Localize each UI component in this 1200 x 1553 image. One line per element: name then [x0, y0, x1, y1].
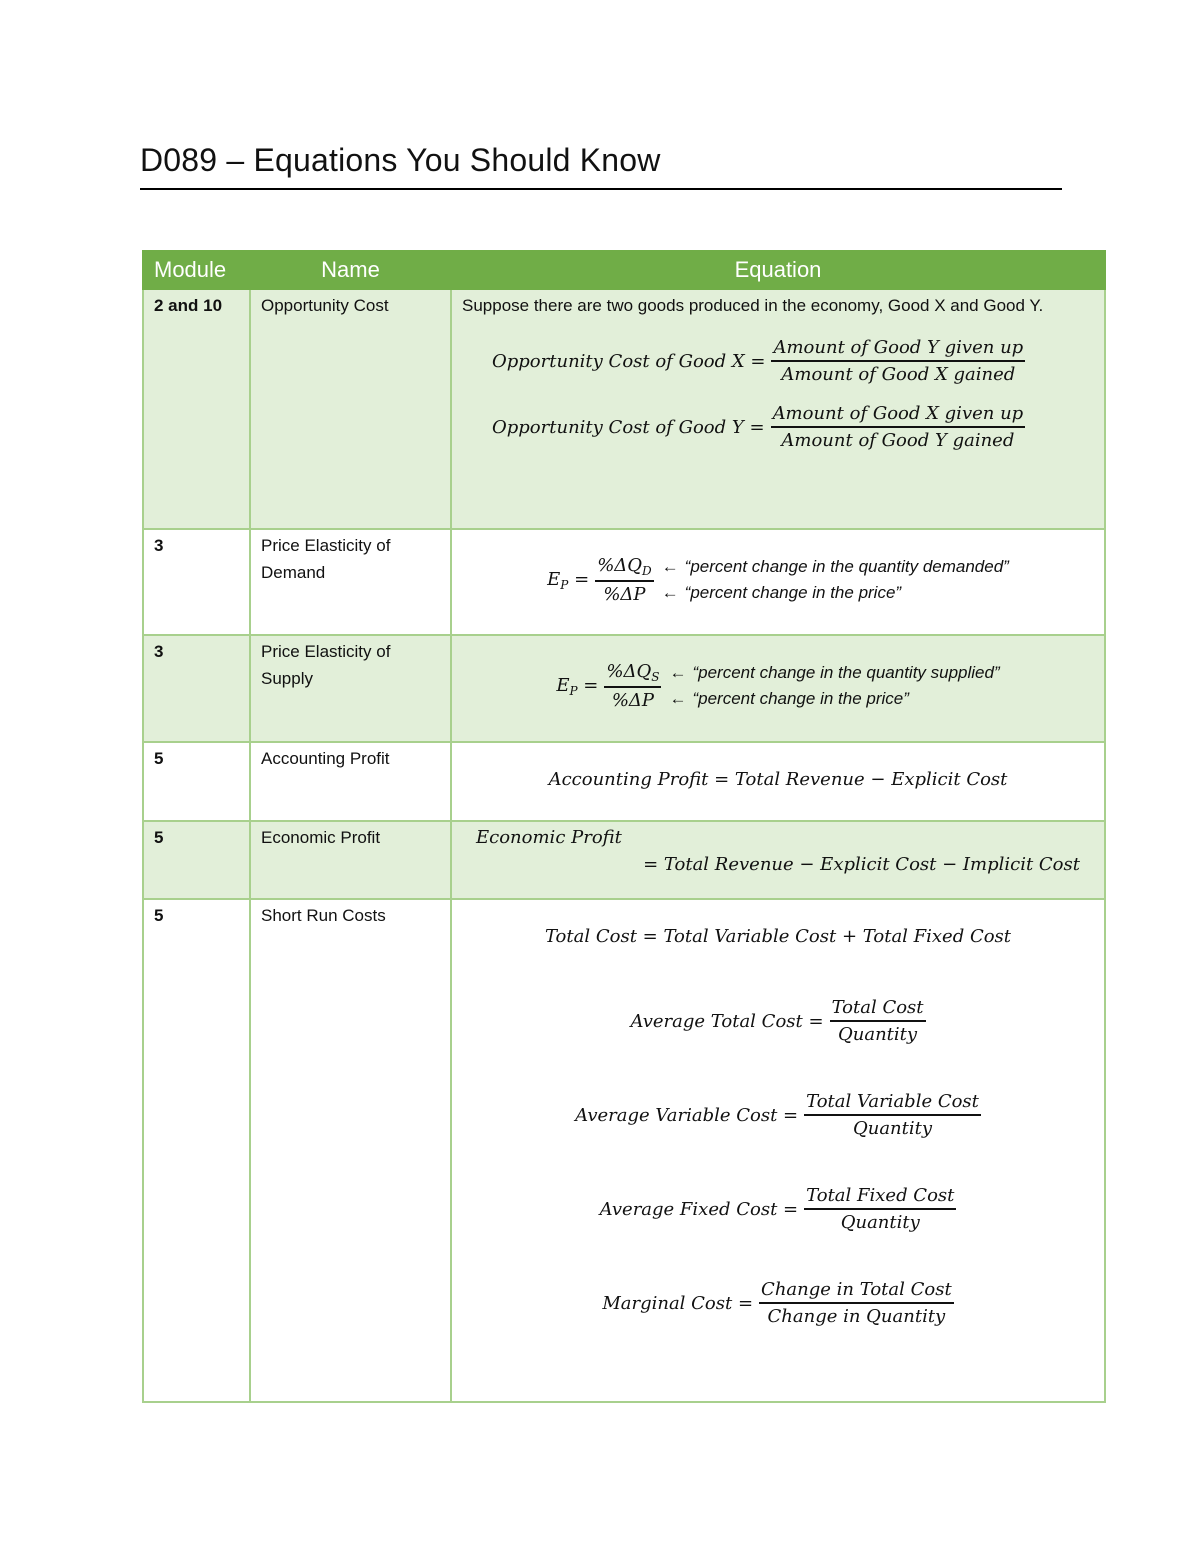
equation-cell [451, 899, 1105, 1402]
table-row-opportunity-cost [143, 289, 1105, 529]
equation-cell [451, 529, 1105, 635]
numerator-text: %ΔQ [597, 555, 643, 576]
elasticity-symbol: E [556, 674, 570, 696]
header-name: Name [250, 251, 451, 289]
fraction [830, 997, 926, 1045]
accounting-profit-equation: Accounting Profit = Total Revenue − Explicit Cost [548, 769, 1008, 790]
module-value: 5 [154, 906, 164, 925]
name-cell [250, 742, 451, 821]
denominator: %ΔP [611, 690, 655, 711]
denominator: Quantity [840, 1212, 920, 1233]
equation-cell [451, 635, 1105, 742]
fraction [771, 337, 1025, 385]
denominator-note [669, 686, 999, 712]
table-row-short-run-costs [143, 899, 1105, 1402]
fraction [771, 403, 1026, 451]
fraction [604, 661, 661, 711]
table-row-accounting-profit [143, 742, 1105, 821]
elasticity-notes [669, 660, 999, 712]
equation-name: Economic Profit [261, 828, 381, 847]
header-module: Module [143, 251, 250, 289]
equation-name: Accounting Profit [261, 749, 390, 768]
total-cost-equation: Total Cost = Total Variable Cost + Total Fixed Cost [544, 926, 1012, 947]
equation-cell [451, 289, 1105, 529]
fraction [804, 1185, 956, 1233]
equation-name: Price Elasticity of Supply [261, 642, 391, 688]
equation-name: Short Run Costs [261, 906, 386, 925]
name-cell [250, 289, 451, 529]
numerator: Amount of Good X given up [772, 403, 1024, 424]
left-arrow-icon: ← [669, 689, 687, 708]
fraction [759, 1279, 954, 1327]
numerator [604, 661, 661, 686]
numerator-note [669, 660, 999, 686]
table-row-price-elasticity-demand [143, 529, 1105, 635]
numerator-subscript: S [651, 670, 660, 684]
equals-sign: = [574, 568, 590, 590]
module-cell [143, 289, 250, 529]
module-cell [143, 742, 250, 821]
note-text: “percent change in the quantity demanded” [684, 557, 1009, 576]
opportunity-intro: Suppose there are two goods produced in the economy, Good X and Good Y. [462, 296, 1044, 315]
equation-lhs: Average Fixed Cost = [599, 1198, 799, 1220]
equation-lhs: Average Total Cost = [630, 1010, 824, 1032]
module-cell [143, 899, 250, 1402]
module-cell [143, 635, 250, 742]
numerator-text: %ΔQ [606, 661, 652, 682]
equation-name: Price Elasticity of Demand [261, 536, 391, 582]
denominator: Quantity [838, 1024, 918, 1045]
module-value: 5 [154, 828, 164, 847]
average-variable-cost-equation [452, 1091, 1104, 1139]
elasticity-notes [662, 554, 1009, 606]
numerator: Amount of Good Y given up [773, 337, 1024, 358]
numerator [595, 555, 653, 580]
elasticity-subscript: P [560, 577, 569, 592]
opportunity-cost-x-equation [492, 337, 1104, 385]
module-value: 3 [154, 536, 164, 555]
denominator: Amount of Good Y gained [781, 430, 1015, 451]
economic-profit-line-1: Economic Profit [476, 827, 622, 848]
equation-lhs: Opportunity Cost of Good Y = [492, 416, 765, 438]
equals-sign: = [583, 674, 599, 696]
denominator: Quantity [852, 1118, 933, 1139]
numerator: Total Fixed Cost [806, 1185, 955, 1206]
table-row-price-elasticity-supply [143, 635, 1105, 742]
equation-lhs: Marginal Cost = [602, 1292, 754, 1314]
name-cell [250, 635, 451, 742]
equation-lhs [556, 675, 598, 698]
average-fixed-cost-equation [452, 1185, 1104, 1233]
page-title: D089 – Equations You Should Know [140, 142, 661, 178]
module-value: 5 [154, 749, 164, 768]
equation-lhs: Opportunity Cost of Good X = [492, 350, 766, 372]
header-equation: Equation [451, 251, 1105, 289]
note-text: “percent change in the quantity supplied” [692, 663, 1000, 682]
denominator: %ΔP [603, 584, 646, 605]
average-total-cost-equation [452, 997, 1104, 1045]
opportunity-cost-y-equation [492, 403, 1104, 451]
elasticity-supply-equation [452, 660, 1104, 712]
left-arrow-icon: ← [661, 583, 679, 602]
elasticity-symbol: E [547, 568, 561, 590]
numerator: Total Variable Cost [806, 1091, 979, 1112]
table-row-economic-profit [143, 821, 1105, 899]
equation-cell [451, 742, 1105, 821]
title-underline [140, 188, 1062, 190]
module-cell [143, 529, 250, 635]
equation-lhs: Average Variable Cost = [575, 1104, 799, 1126]
note-text: “percent change in the price” [684, 583, 902, 602]
economic-profit-line-2: = Total Revenue − Explicit Cost − Implicit Cost [643, 854, 1080, 875]
elasticity-demand-equation [452, 554, 1104, 606]
equation-cell [451, 821, 1105, 899]
denominator: Amount of Good X gained [781, 364, 1016, 385]
numerator-subscript: D [642, 564, 652, 578]
marginal-cost-equation [452, 1279, 1104, 1327]
equation-name: Opportunity Cost [261, 296, 389, 315]
numerator: Change in Total Cost [761, 1279, 952, 1300]
left-arrow-icon: ← [669, 663, 687, 682]
module-value: 2 and 10 [154, 296, 223, 315]
table-header-row [143, 251, 1105, 289]
module-cell [143, 821, 250, 899]
name-cell [250, 899, 451, 1402]
equations-table [142, 250, 1106, 1403]
denominator: Change in Quantity [767, 1306, 946, 1327]
numerator-note [662, 554, 1009, 580]
left-arrow-icon: ← [661, 557, 679, 576]
elasticity-subscript: P [569, 683, 578, 698]
numerator: Total Cost [831, 997, 924, 1018]
note-text: “percent change in the price” [692, 689, 909, 708]
fraction [595, 555, 653, 605]
name-cell [250, 821, 451, 899]
module-value: 3 [154, 642, 164, 661]
name-cell [250, 529, 451, 635]
equation-lhs [547, 569, 589, 592]
denominator-note [662, 580, 1009, 606]
fraction [804, 1091, 981, 1139]
